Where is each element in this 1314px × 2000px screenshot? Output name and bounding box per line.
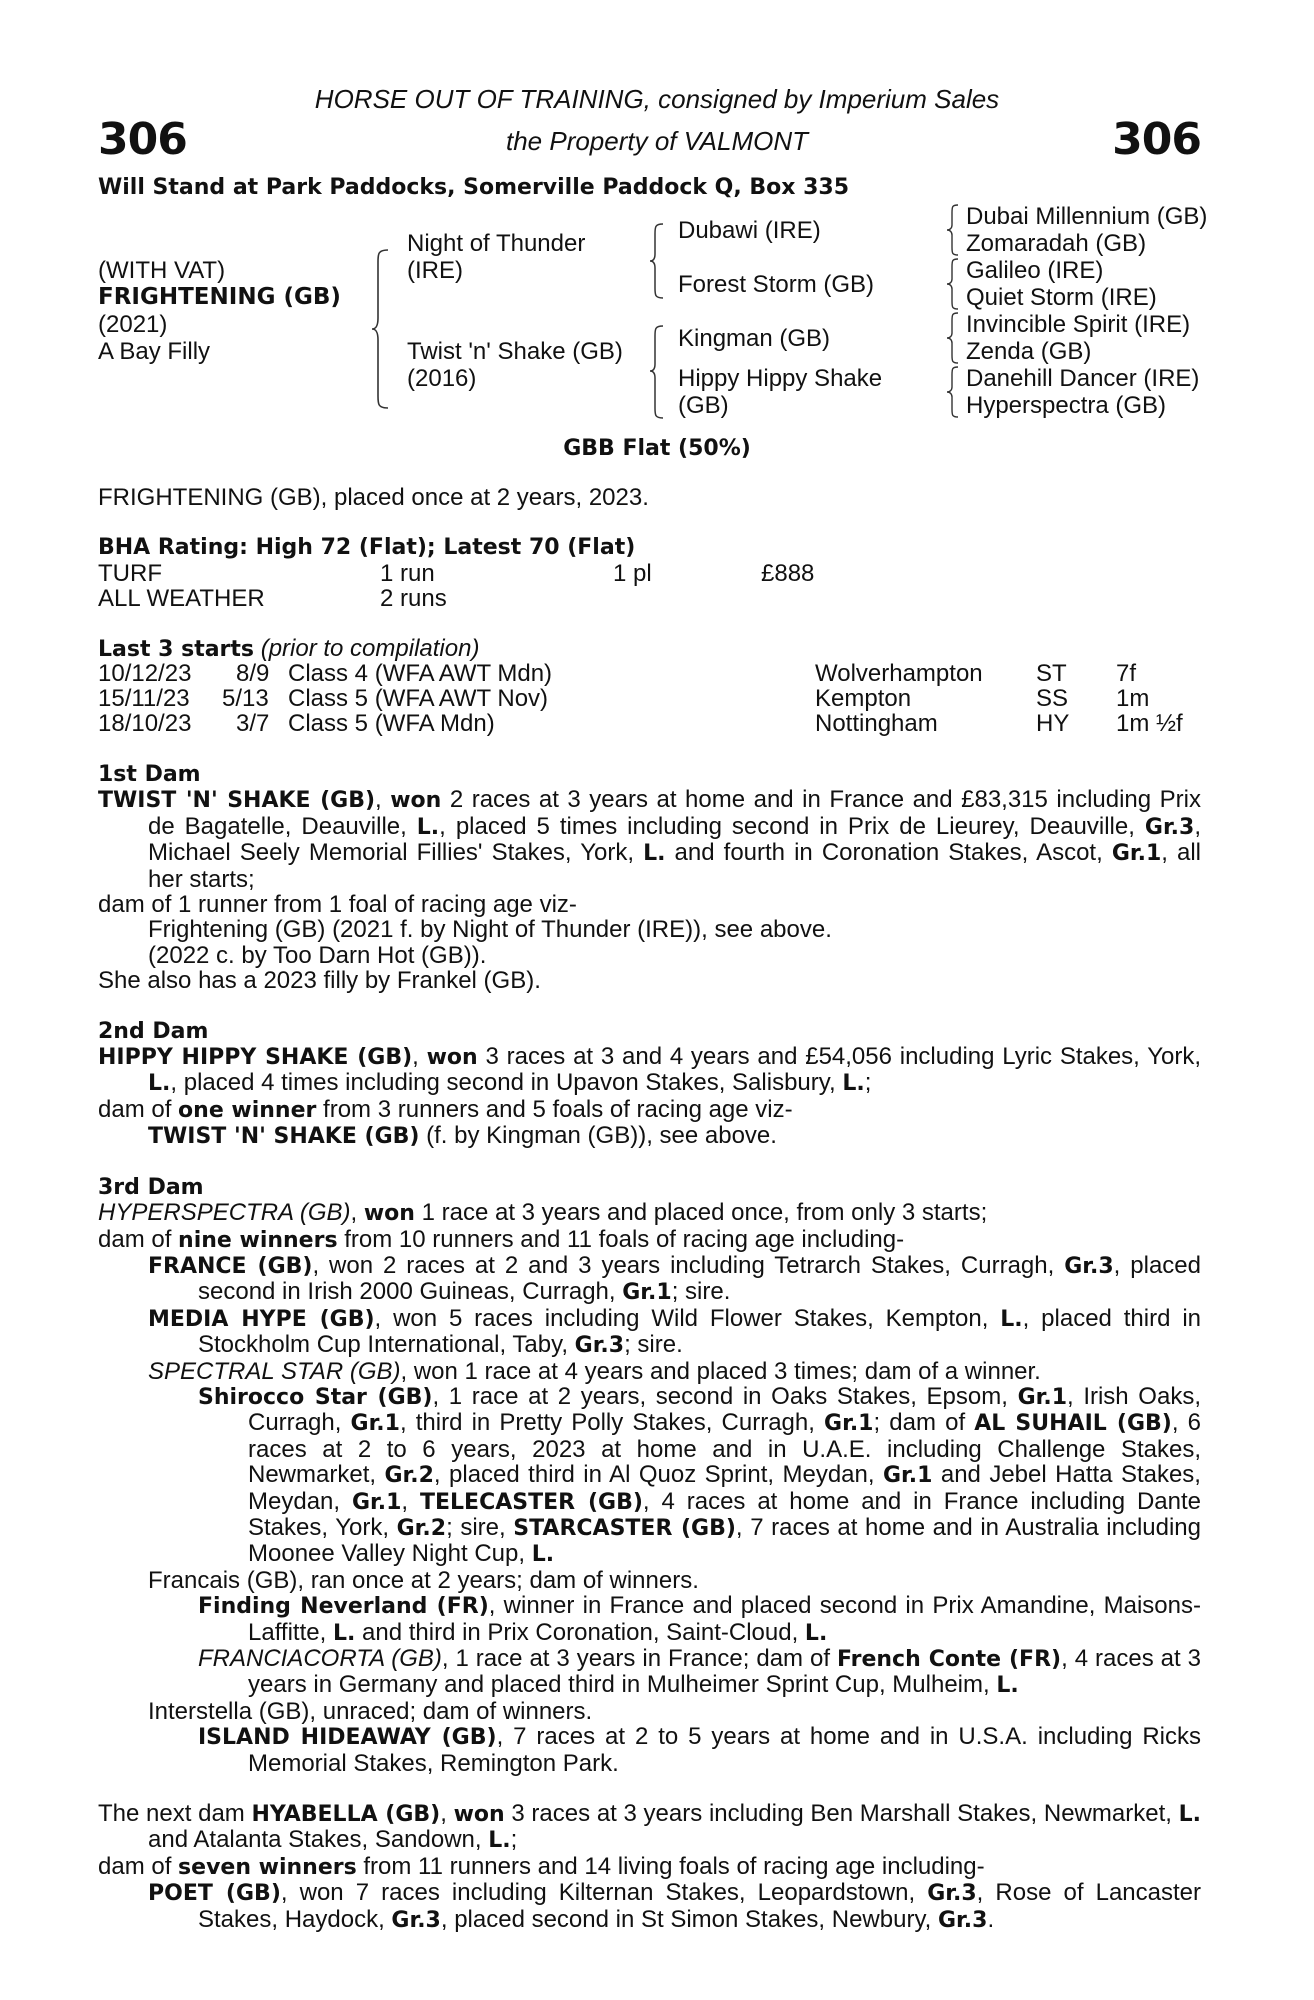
dam-brace — [648, 324, 666, 420]
table-row — [98, 711, 1208, 736]
last-starts-heading — [98, 636, 479, 662]
g-brace-2 — [945, 257, 961, 311]
dam1-foal-1: Frightening (GB) (2021 f. by Night of Thunder (IRE)), see above. — [148, 916, 832, 944]
dam1-heading: 1st Dam — [98, 762, 201, 787]
grandparent-6: Zenda (GB) — [966, 338, 1092, 365]
start-date: 15/11/23 — [98, 685, 190, 712]
sire-origin: (IRE) — [407, 257, 463, 284]
catalogue-body — [98, 762, 1201, 1933]
table-row — [98, 686, 1208, 711]
next-dam-dam-of: dam of seven winners from 11 runners and 14 living foals of racing age including- — [98, 1852, 985, 1880]
progeny-poet: POET (GB), won 7 races including Kilternan Stakes, Leopardstown, Gr.3, Rose of Lancaster Stakes, Haydock, Gr.3, placed second in St Simon Stakes, Newbury, Gr.3. — [148, 1879, 1201, 1933]
progeny-spectral-star: SPECTRAL STAR (GB), won 1 race at 4 years and placed 3 times; dam of a winner. — [148, 1357, 1041, 1385]
stand-location: Will Stand at Park Paddocks, Somerville Paddock Q, Box 335 — [98, 175, 850, 200]
horse-year: (2021) — [98, 311, 168, 338]
prize: £888 — [761, 560, 815, 587]
dam-year: (2016) — [407, 365, 477, 392]
start-position: 3/7 — [236, 710, 270, 737]
table-row — [98, 661, 1208, 686]
progeny-media-hype: MEDIA HYPE (GB), won 5 races including Wild Flower Stakes, Kempton, L., placed third in Stockholm Cup International, Taby, Gr.3; sire. — [148, 1304, 1201, 1359]
dam1-dam-of: dam of 1 runner from 1 foal of racing age viz- — [98, 891, 577, 919]
rating-class: GBB Flat (50%) — [563, 436, 751, 461]
grandparent-4: Quiet Storm (IRE) — [966, 284, 1157, 311]
start-position: 5/13 — [222, 685, 269, 712]
grandparent-3: Galileo (IRE) — [966, 257, 1104, 284]
start-race: Class 5 (WFA AWT Nov) — [288, 685, 549, 712]
start-course: Nottingham — [815, 710, 938, 737]
start-going: HY — [1036, 710, 1070, 737]
lot-number-right: 306 — [1112, 114, 1201, 165]
placed: 1 pl — [613, 560, 652, 587]
won-label: won — [390, 788, 442, 814]
progeny-finding-neverland: Finding Neverland (FR), winner in France and placed second in Prix Amandine, Maisons-Laffitte, L. and third in Prix Coronation, Saint-Cloud, L. — [198, 1592, 1201, 1646]
horse-description: A Bay Filly — [98, 338, 211, 365]
grandparent-5: Invincible Spirit (IRE) — [966, 311, 1191, 338]
progeny-france: FRANCE (GB), won 2 races at 2 and 3 years including Tetrarch Stakes, Curragh, Gr.3, placed second in Irish 2000 Guineas, Curragh, Gr.1; sire. — [148, 1251, 1202, 1306]
next-dam-record: The next dam HYABELLA (GB), won 3 races at 3 years including Ben Marshall Stakes, Newmarket, L. and Atalanta Stakes, Sandown, L.; — [98, 1800, 1201, 1854]
dam2-record: HIPPY HIPPY SHAKE (GB), won 3 races at 3 and 4 years and £54,056 including Lyric Stakes, York, L., placed 4 times including second in Upavon Stakes, Salisbury, L.; — [98, 1043, 1202, 1097]
last-starts-note: (prior to compilation) — [260, 635, 480, 662]
start-date: 10/12/23 — [98, 660, 192, 687]
pedigree-brace-main — [370, 248, 392, 410]
vat-note: (WITH VAT) — [98, 257, 226, 284]
progeny-interstella: Interstella (GB), unraced; dam of winners. — [148, 1697, 593, 1725]
start-going: ST — [1036, 660, 1067, 687]
grandparent-7: Danehill Dancer (IRE) — [966, 365, 1200, 392]
dam-name: Twist 'n' Shake (GB) — [407, 338, 623, 365]
sire-dam: Forest Storm (GB) — [678, 271, 875, 298]
dam1-also: She also has a 2023 filly by Frankel (GB). — [98, 967, 541, 995]
grandparent-1: Dubai Millennium (GB) — [966, 203, 1208, 230]
race-summary: FRIGHTENING (GB), placed once at 2 years, 2023. — [98, 484, 649, 511]
start-course: Kempton — [815, 685, 912, 712]
dam-dam: Hippy Hippy Shake — [678, 365, 883, 392]
start-race: Class 5 (WFA Mdn) — [288, 710, 495, 737]
dam3-name: HYPERSPECTRA (GB) — [98, 1199, 351, 1227]
bha-rating: BHA Rating: High 72 (Flat); Latest 70 (Flat) — [98, 535, 636, 560]
surface: TURF — [98, 560, 162, 587]
lot-number-left: 306 — [98, 114, 187, 165]
progeny-island-hideaway: ISLAND HIDEAWAY (GB), 7 races at 2 to 5 years at home and in U.S.A. including Ricks Memorial Stakes, Remington Park. — [198, 1723, 1201, 1777]
g-brace-4 — [945, 365, 961, 419]
grandparent-8: Hyperspectra (GB) — [966, 392, 1167, 419]
sire-sire: Dubawi (IRE) — [678, 217, 821, 244]
dam3-dam-of: dam of nine winners from 10 runners and 11 foals of racing age including- — [98, 1225, 905, 1253]
dam2-heading: 2nd Dam — [98, 1018, 209, 1044]
dam2-name: HIPPY HIPPY SHAKE (GB) — [98, 1045, 413, 1071]
sire-name: Night of Thunder — [407, 230, 586, 257]
start-course: Wolverhampton — [815, 660, 983, 687]
start-date: 18/10/23 — [98, 710, 192, 737]
start-going: SS — [1036, 685, 1069, 712]
progeny-francais: Francais (GB), ran once at 2 years; dam of winners. — [148, 1566, 699, 1594]
dam2-foal: TWIST 'N' SHAKE (GB) (f. by Kingman (GB)), see above. — [148, 1122, 777, 1150]
surface: ALL WEATHER — [98, 585, 265, 612]
dam1-foal-2: (2022 c. by Too Darn Hot (GB)). — [148, 941, 487, 969]
start-distance: 1m ½f — [1116, 710, 1183, 737]
last-starts-title: Last 3 starts — [98, 637, 255, 662]
property-line: the Property of VALMONT — [505, 126, 808, 156]
horse-name: FRIGHTENING (GB) — [98, 284, 341, 310]
dam-dam-origin: (GB) — [678, 392, 729, 419]
runs: 2 runs — [380, 585, 447, 612]
dam-sire: Kingman (GB) — [678, 325, 831, 352]
grandparent-2: Zomaradah (GB) — [966, 230, 1147, 257]
dam1-record: TWIST 'N' SHAKE (GB), won 2 races at 3 years at home and in France and £83,315 including Prix de Bagatelle, Deauville, L., placed 5 times including second in Prix de Lieurey, Deauville, Gr.3, Michael Seely Memorial Fillies' Stakes, York, L. and fourth in Coronation Stakes, Ascot, Gr.1, all her starts; — [98, 786, 1201, 893]
progeny-shirocco-star: Shirocco Star (GB), 1 race at 2 years, second in Oaks Stakes, Epsom, Gr.1, Irish Oaks, Curragh, Gr.1, third in Pretty Polly Stakes, Curragh, Gr.1; dam of AL SUHAIL (GB), 6 races at 2 to 6 years, 2023 at home and in U.A.E. including Challenge Stakes, Newmarket, Gr.2, placed third in Al Quoz Sprint, Meydan, Gr.1 and Jebel Hatta Stakes, Meydan, Gr.1, TELECASTER (GB), 4 races at home and in France including Dante Stakes, York, Gr.2; sire, STARCASTER (GB), 7 races at home and in Australia including Moonee Valley Night Cup, L. — [198, 1382, 1202, 1568]
g-brace-1 — [945, 203, 961, 257]
dam2-dam-of: dam of one winner from 3 runners and 5 foals of racing age viz- — [98, 1095, 793, 1123]
dam1-name: TWIST 'N' SHAKE (GB) — [98, 788, 376, 814]
start-race: Class 4 (WFA AWT Mdn) — [288, 660, 553, 687]
dam3-record: HYPERSPECTRA (GB), won 1 race at 3 years and placed once, from only 3 starts; — [98, 1199, 988, 1227]
start-distance: 7f — [1116, 660, 1137, 687]
dam3-heading: 3rd Dam — [98, 1174, 204, 1200]
progeny-franciacorta: FRANCIACORTA (GB), 1 race at 3 years in France; dam of French Conte (FR), 4 races at 3 years in Germany and placed third in Mulheimer Sprint Cup, Mulheim, L. — [198, 1645, 1202, 1699]
sire-brace — [648, 222, 666, 300]
runs: 1 run — [380, 560, 435, 587]
g-brace-3 — [945, 311, 961, 365]
start-distance: 1m — [1116, 685, 1150, 712]
start-position: 8/9 — [236, 660, 270, 687]
consignment-line: HORSE OUT OF TRAINING, consigned by Imperium Sales — [314, 84, 1000, 114]
